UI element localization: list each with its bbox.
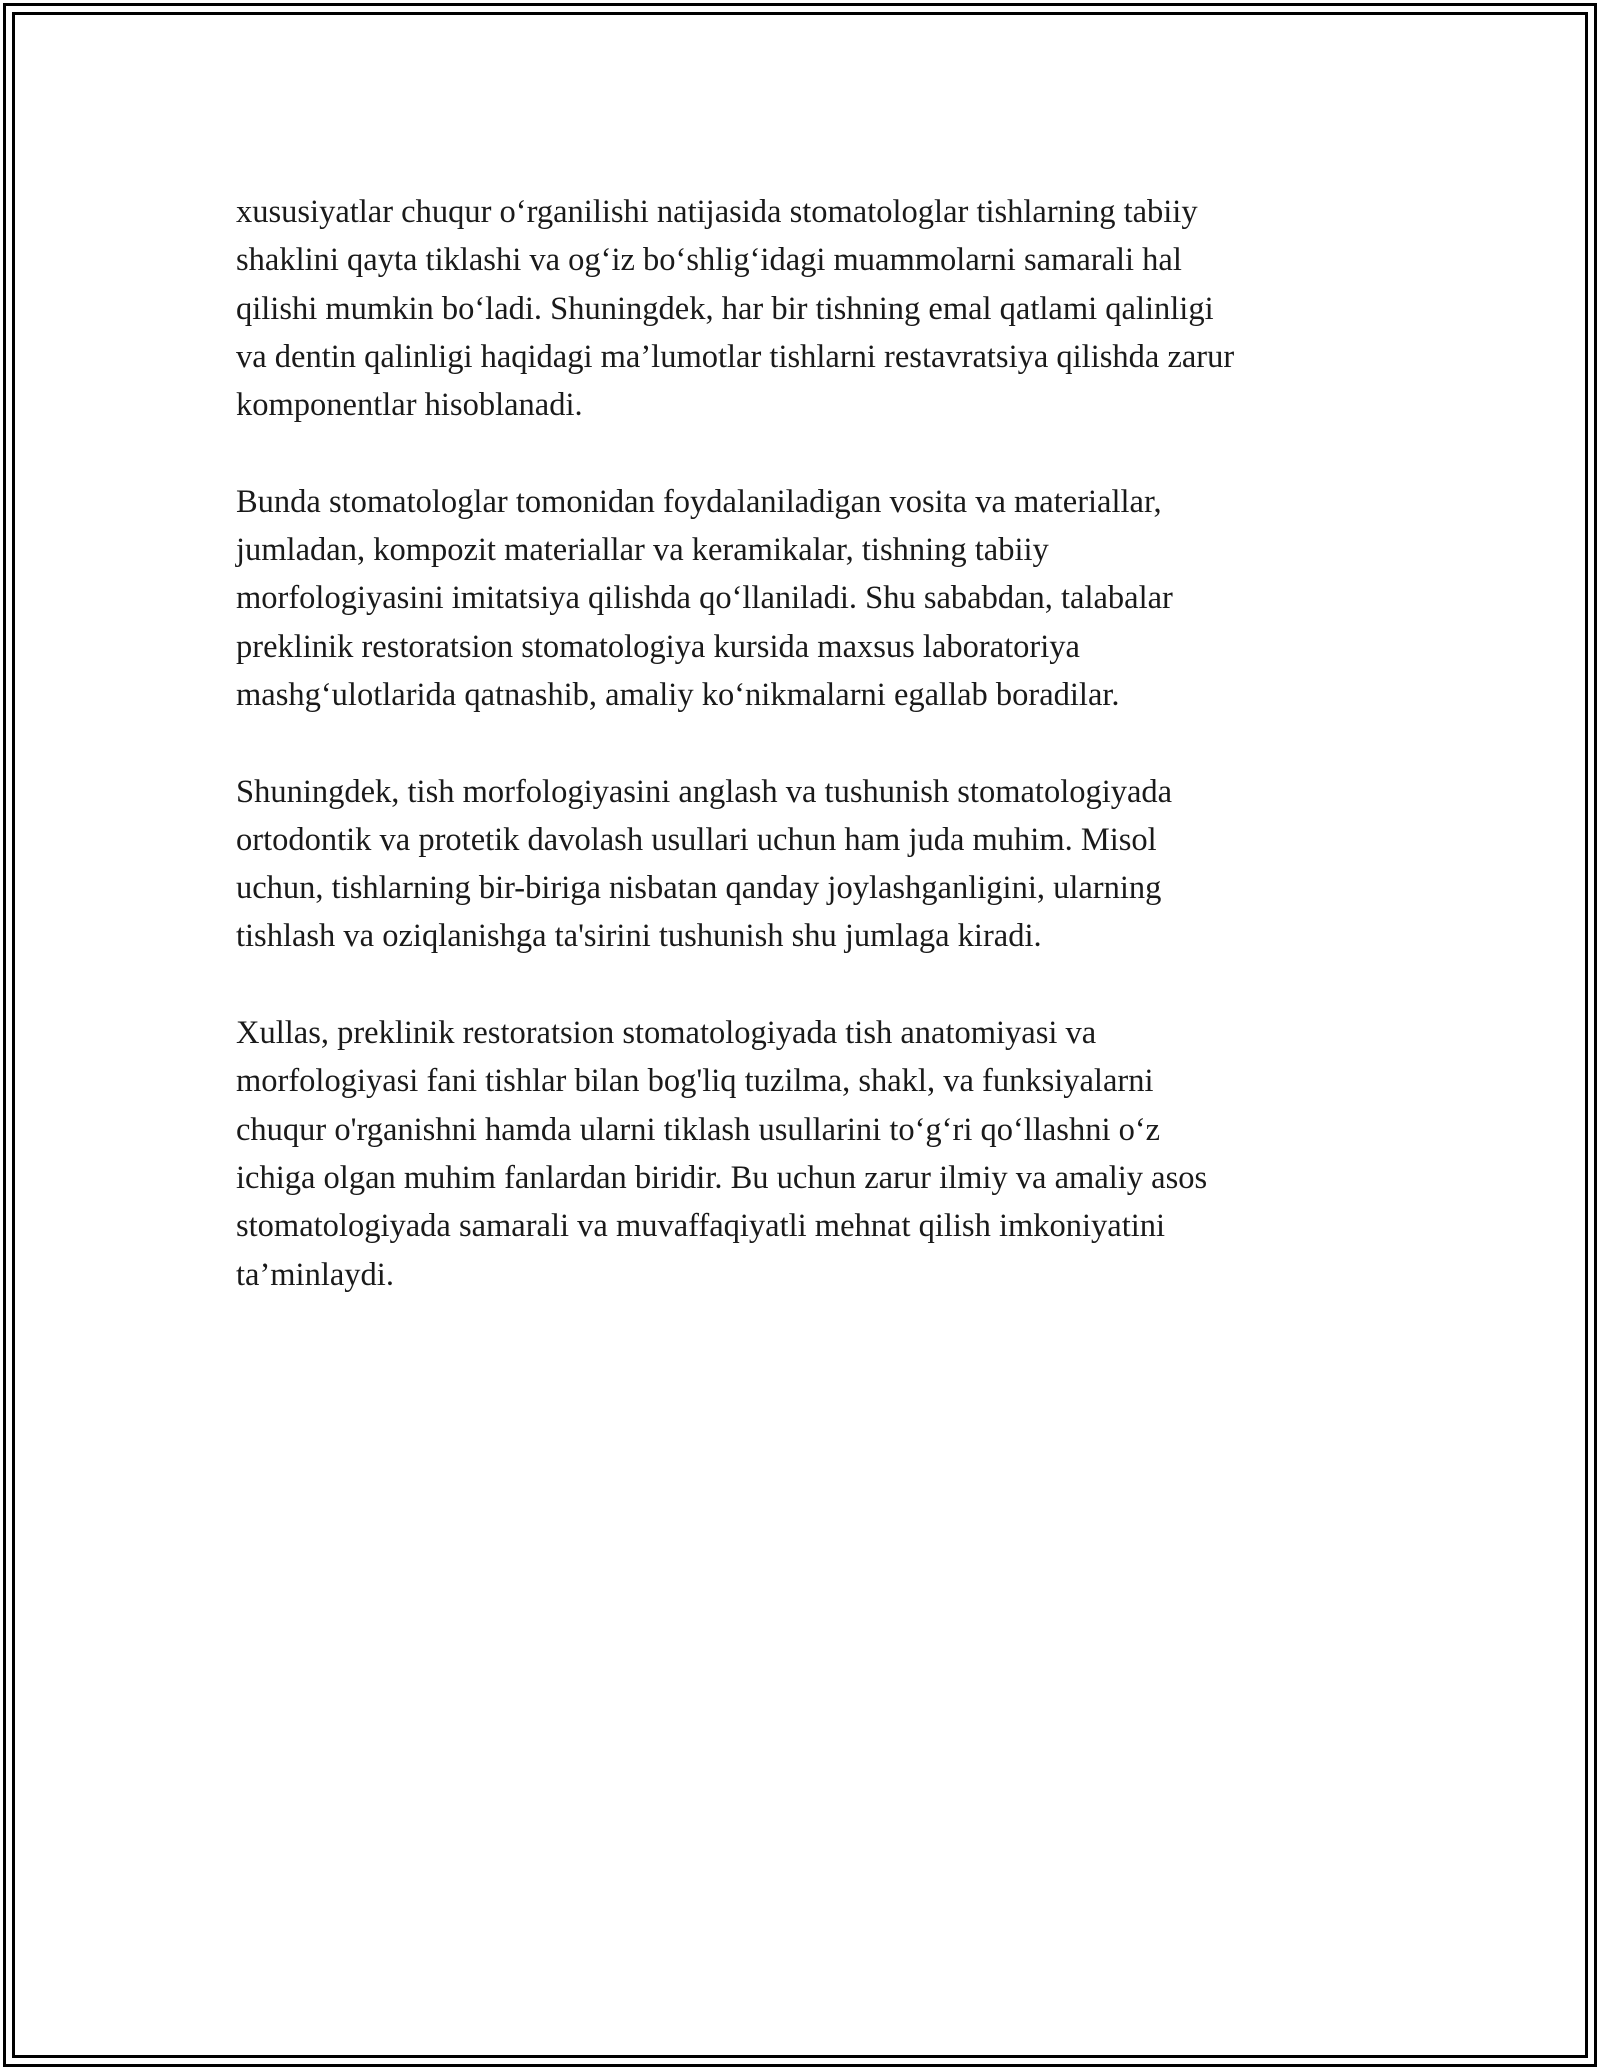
text-line: morfologiyasi fani tishlar bilan bog'liq tuzilma, shakl, va funksiyalarni (236, 1063, 1154, 1100)
text-line: preklinik restoratsion stomatologiya kursida maxsus laboratoriya (236, 628, 1080, 665)
text-line: komponentlar hisoblanadi. (236, 387, 583, 424)
text-line: shaklini qayta tiklashi va og‘iz bo‘shlig‘idagi muammolarni samarali hal (236, 242, 1182, 279)
text-line: uchun, tishlarning bir-biriga nisbatan qanday joylashganligini, ularning (236, 870, 1162, 907)
text-line: va dentin qalinligi haqidagi ma’lumotlar tishlarni restavratsiya qilishda zarur (236, 338, 1235, 375)
text-line: xususiyatlar chuqur o‘rganilishi natijasida stomatologlar tishlarning tabiiy (236, 194, 1198, 230)
paragraph-4 (236, 1009, 1386, 1299)
text-line: qilishi mumkin bo‘ladi. Shuningdek, har bir tishning emal qatlami qalinligi (236, 290, 1214, 327)
paragraph-2 (236, 478, 1386, 719)
text-line: morfologiyasini imitatsiya qilishda qo‘llaniladi. Shu sababdan, talabalar (236, 580, 1173, 617)
text-line: ichiga olgan muhim fanlardan biridir. Bu uchun zarur ilmiy va amaliy asos (236, 1159, 1208, 1196)
text-line: stomatologiyada samarali va muvaffaqiyatli mehnat qilish imkoniyatini (236, 1208, 1166, 1245)
text-line: ta’minlaydi. (236, 1256, 394, 1293)
text-line: Xullas, preklinik restoratsion stomatologiyada tish anatomiyasi va (236, 1015, 1097, 1052)
paragraph-1 (236, 188, 1386, 429)
document-body (236, 188, 1386, 1347)
text-line: chuqur o'rganishni hamda ularni tiklash usullarini to‘g‘ri qo‘llashni o‘z (236, 1111, 1161, 1148)
text-line: Shuningdek, tish morfologiyasini anglash va tushunish stomatologiyada (236, 773, 1173, 810)
text-line: mashg‘ulotlarida qatnashib, amaliy ko‘nikmalarni egallab boradilar. (236, 676, 1120, 713)
text-line: tishlash va oziqlanishga ta'sirini tushunish shu jumlaga kiradi. (236, 918, 1042, 955)
text-line: jumladan, kompozit materiallar va keramikalar, tishning tabiiy (236, 532, 1049, 569)
paragraph-3 (236, 768, 1386, 961)
text-line: Bunda stomatologlar tomonidan foydalaniladigan vosita va materiallar, (236, 483, 1162, 520)
text-line: ortodontik va protetik davolash usullari uchun ham juda muhim. Misol (236, 821, 1157, 858)
